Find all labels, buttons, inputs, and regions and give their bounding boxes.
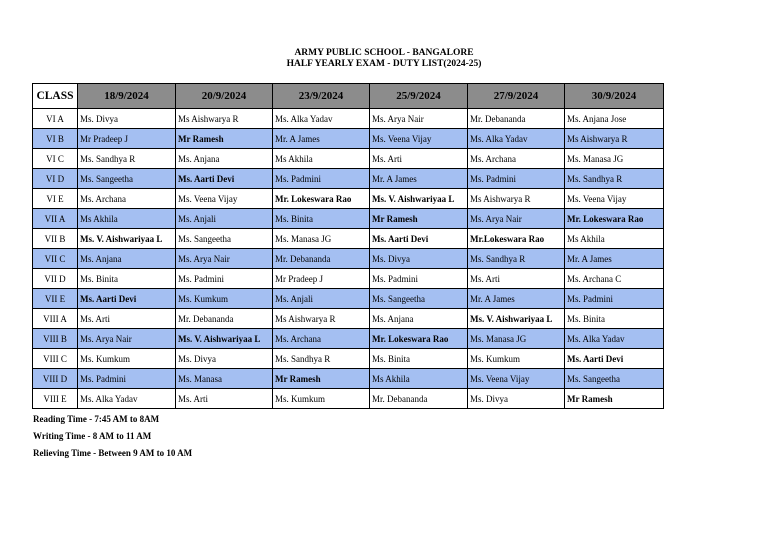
table-cell: Mr.Lokeswara Rao — [468, 229, 565, 249]
table-cell: Ms. V. Aishwariyaa L — [78, 229, 176, 249]
table-cell: Ms. Aarti Devi — [176, 169, 273, 189]
table-cell: Ms. Divya — [370, 249, 468, 269]
table-cell: Ms. Sandhya R — [78, 149, 176, 169]
table-cell: Ms. Divya — [78, 109, 176, 129]
class-cell: VIII E — [33, 389, 78, 409]
table-row — [33, 229, 664, 249]
table-cell: Ms. Padmini — [468, 169, 565, 189]
table-row — [33, 269, 664, 289]
table-cell: Mr Ramesh — [565, 389, 664, 409]
class-cell: VI A — [33, 109, 78, 129]
class-cell: VII E — [33, 289, 78, 309]
table-cell: Ms. Kumkum — [78, 349, 176, 369]
table-cell: Ms Akhila — [370, 369, 468, 389]
table-cell: Ms. V. Aishwariyaa L — [176, 329, 273, 349]
header-cell: 27/9/2024 — [468, 84, 565, 109]
table-cell: Ms. Arya Nair — [468, 209, 565, 229]
header-row — [33, 84, 664, 109]
table-cell: Ms. Anjana — [78, 249, 176, 269]
header-cell: 18/9/2024 — [78, 84, 176, 109]
table-cell: Ms. Archana — [78, 189, 176, 209]
table-cell: Ms Aishwarya R — [468, 189, 565, 209]
table-cell: Mr Ramesh — [370, 209, 468, 229]
table-row — [33, 329, 664, 349]
table-cell: Mr Pradeep J — [78, 129, 176, 149]
table-cell: Ms. Kumkum — [176, 289, 273, 309]
table-cell: Ms. Alka Yadav — [78, 389, 176, 409]
table-cell: Ms. Veena Vijay — [468, 369, 565, 389]
duty-table — [32, 83, 664, 409]
table-cell: Ms. Veena Vijay — [370, 129, 468, 149]
table-cell: Ms. Alka Yadav — [273, 109, 370, 129]
table-cell: Ms. Alka Yadav — [565, 329, 664, 349]
reading-time-note: Reading Time - 7:45 AM to 8AM — [33, 414, 160, 424]
table-row — [33, 169, 664, 189]
table-cell: Mr. Lokeswara Rao — [370, 329, 468, 349]
relieving-time-note: Relieving Time - Between 9 AM to 10 AM — [33, 448, 193, 458]
table-row — [33, 149, 664, 169]
school-title: ARMY PUBLIC SCHOOL - BANGALORE — [294, 48, 474, 58]
class-cell: VIII B — [33, 329, 78, 349]
table-cell: Ms. Sandhya R — [273, 349, 370, 369]
table-row — [33, 129, 664, 149]
table-cell: Ms. Archana — [273, 329, 370, 349]
table-cell: Ms. Anjana Jose — [565, 109, 664, 129]
table-cell: Ms. Arya Nair — [370, 109, 468, 129]
table-cell: Mr. A James — [468, 289, 565, 309]
table-cell: Ms. Padmini — [78, 369, 176, 389]
table-cell: Mr Ramesh — [273, 369, 370, 389]
table-cell: Mr. Debananda — [176, 309, 273, 329]
table-row — [33, 249, 664, 269]
table-cell: Ms. Padmini — [273, 169, 370, 189]
table-cell: Mr. Debananda — [273, 249, 370, 269]
table-cell: Ms. Archana — [468, 149, 565, 169]
header-cell: CLASS — [33, 84, 78, 109]
table-cell: Ms. Sandhya R — [565, 169, 664, 189]
table-cell: Ms. Arya Nair — [78, 329, 176, 349]
table-cell: Ms. Arti — [176, 389, 273, 409]
table-cell: Mr. A James — [370, 169, 468, 189]
table-cell: Ms Aishwarya R — [273, 309, 370, 329]
table-cell: Ms. Manasa JG — [273, 229, 370, 249]
table-cell: Mr. Debananda — [468, 109, 565, 129]
table-cell: Mr. A James — [273, 129, 370, 149]
header-cell: 20/9/2024 — [176, 84, 273, 109]
table-cell: Ms. Binita — [78, 269, 176, 289]
table-cell: Ms. Anjali — [176, 209, 273, 229]
table-cell: Ms Aishwarya R — [176, 109, 273, 129]
table-cell: Ms. Arya Nair — [176, 249, 273, 269]
table-row — [33, 349, 664, 369]
table-cell: Ms Akhila — [273, 149, 370, 169]
table-cell: Ms Aishwarya R — [565, 129, 664, 149]
class-cell: VII D — [33, 269, 78, 289]
table-cell: Mr. A James — [565, 249, 664, 269]
table-cell: Ms. Anjana — [370, 309, 468, 329]
table-cell: Ms. Aarti Devi — [370, 229, 468, 249]
table-row — [33, 389, 664, 409]
table-cell: Ms. Manasa JG — [468, 329, 565, 349]
writing-time-note: Writing Time - 8 AM to 11 AM — [33, 431, 152, 441]
class-cell: VII A — [33, 209, 78, 229]
class-cell: VIII A — [33, 309, 78, 329]
class-cell: VIII D — [33, 369, 78, 389]
class-cell: VII C — [33, 249, 78, 269]
table-cell: Ms. Padmini — [176, 269, 273, 289]
table-cell: Mr. Lokeswara Rao — [273, 189, 370, 209]
table-row — [33, 189, 664, 209]
table-cell: Ms. Arti — [370, 149, 468, 169]
table-cell: Ms. Divya — [176, 349, 273, 369]
class-cell: VI C — [33, 149, 78, 169]
table-cell: Ms. V. Aishwariyaa L — [370, 189, 468, 209]
table-cell: Ms. Aarti Devi — [565, 349, 664, 369]
table-cell: Ms. Padmini — [565, 289, 664, 309]
table-cell: Ms. Veena Vijay — [565, 189, 664, 209]
class-cell: VII B — [33, 229, 78, 249]
table-cell: Ms. Divya — [468, 389, 565, 409]
table-cell: Ms. Archana C — [565, 269, 664, 289]
table-cell: Ms. Aarti Devi — [78, 289, 176, 309]
table-cell: Mr Ramesh — [176, 129, 273, 149]
table-cell: Ms. Sandhya R — [468, 249, 565, 269]
class-cell: VI B — [33, 129, 78, 149]
table-cell: Ms. Manasa — [176, 369, 273, 389]
table-cell: Ms. Kumkum — [273, 389, 370, 409]
class-cell: VIII C — [33, 349, 78, 369]
table-row — [33, 109, 664, 129]
class-cell: VI E — [33, 189, 78, 209]
header-cell: 23/9/2024 — [273, 84, 370, 109]
table-cell: Ms. Padmini — [370, 269, 468, 289]
table-cell: Ms. Kumkum — [468, 349, 565, 369]
table-cell: Ms. Arti — [468, 269, 565, 289]
header-cell: 30/9/2024 — [565, 84, 664, 109]
table-cell: Ms. Sangeetha — [370, 289, 468, 309]
table-cell: Ms Akhila — [78, 209, 176, 229]
table-cell: Mr Pradeep J — [273, 269, 370, 289]
table-cell: Ms Akhila — [565, 229, 664, 249]
table-cell: Ms. Binita — [370, 349, 468, 369]
table-cell: Ms. Anjana — [176, 149, 273, 169]
table-cell: Ms. Sangeetha — [176, 229, 273, 249]
table-cell: Ms. Binita — [565, 309, 664, 329]
class-cell: VI D — [33, 169, 78, 189]
table-cell: Ms. Alka Yadav — [468, 129, 565, 149]
table-cell: Ms. Arti — [78, 309, 176, 329]
table-cell: Ms. Manasa JG — [565, 149, 664, 169]
table-row — [33, 209, 664, 229]
table-row — [33, 369, 664, 389]
table-cell: Mr. Lokeswara Rao — [565, 209, 664, 229]
table-cell: Ms. Veena Vijay — [176, 189, 273, 209]
table-cell: Ms. Binita — [273, 209, 370, 229]
list-title: HALF YEARLY EXAM - DUTY LIST(2024-25) — [286, 59, 482, 69]
table-cell: Ms. V. Aishwariyaa L — [468, 309, 565, 329]
table-cell: Ms. Sangeetha — [565, 369, 664, 389]
table-cell: Ms. Sangeetha — [78, 169, 176, 189]
table-cell: Mr. Debananda — [370, 389, 468, 409]
table-cell: Ms. Anjali — [273, 289, 370, 309]
table-row — [33, 309, 664, 329]
header-cell: 25/9/2024 — [370, 84, 468, 109]
table-row — [33, 289, 664, 309]
